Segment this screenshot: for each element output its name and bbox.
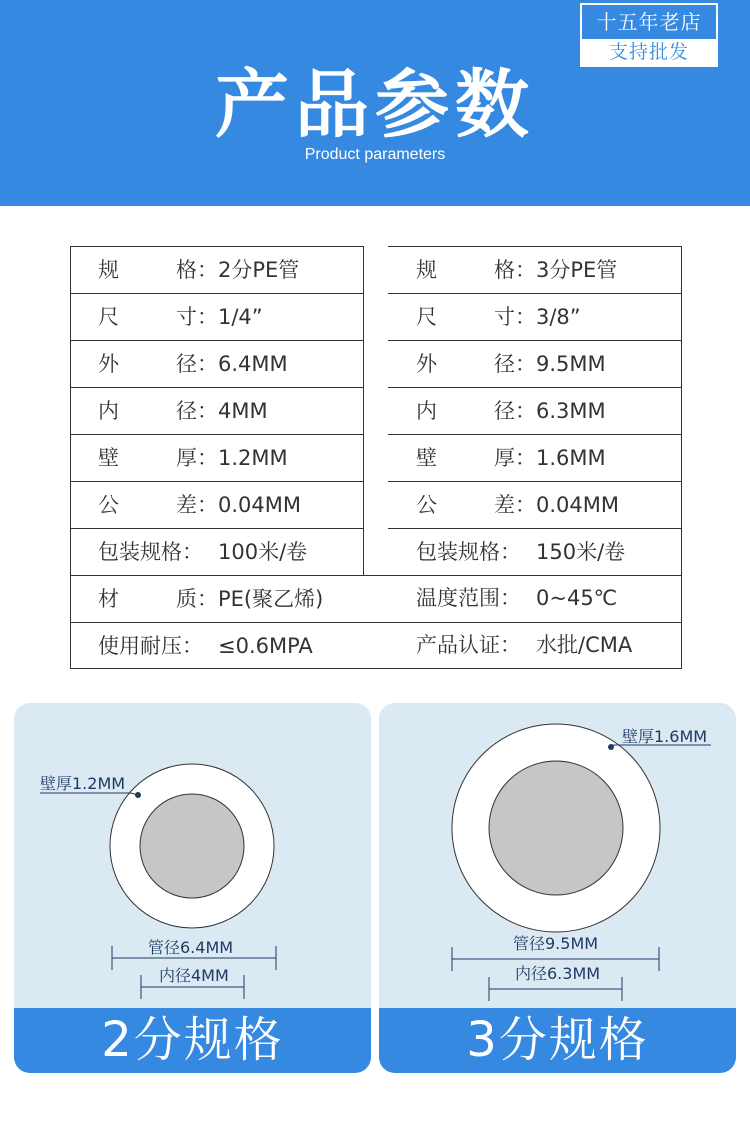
spec-label [98, 623, 203, 669]
page-title: 产品参数 [215, 62, 535, 148]
spec-value: 0.04MM [218, 493, 301, 517]
wall-thickness-label: 壁厚1.2MM [40, 774, 126, 793]
table-gap [364, 246, 389, 575]
spec-shared-left [70, 575, 388, 622]
spec-label-part: 厚： [176, 446, 218, 470]
spec-label [416, 247, 536, 293]
spec-label-part: 公 [98, 493, 119, 517]
spec-label-part: 包装规格： [416, 540, 521, 564]
spec-label [98, 247, 218, 293]
spec-label-part: 外 [416, 352, 437, 376]
spec-title-2fen: 2分规格 [14, 1008, 371, 1073]
spec-label-part: 格： [176, 258, 218, 282]
diagram-panel-2fen [14, 703, 371, 1073]
spec-label-part: 格： [494, 258, 536, 282]
spec-label-part: 包装规格： [98, 540, 203, 564]
spec-value: 3/8” [536, 305, 581, 329]
spec-label [98, 529, 203, 575]
diagram-panel-3fen [379, 703, 736, 1073]
spec-row-right [388, 481, 682, 528]
spec-label [98, 341, 218, 387]
wall-thickness-label: 壁厚1.6MM [622, 727, 708, 746]
pipe-diagram-3fen [379, 703, 736, 1008]
spec-row-left [70, 293, 364, 340]
wall-marker-dot [135, 792, 141, 798]
spec-value: 0~45℃ [536, 586, 618, 610]
spec-shared-left [70, 622, 388, 669]
spec-label-part: 径： [176, 399, 218, 423]
spec-value: 3分PE管 [536, 258, 618, 282]
spec-label-part: 公 [416, 493, 437, 517]
spec-row-left [70, 340, 364, 387]
spec-row-left [70, 246, 364, 293]
spec-value: 水批/CMA [536, 633, 633, 657]
spec-label-part: 尺 [416, 305, 437, 329]
spec-value: 4MM [218, 399, 268, 423]
spec-label [416, 529, 521, 575]
spec-row-left [70, 481, 364, 528]
spec-value: 2分PE管 [218, 258, 300, 282]
spec-label-part: 差： [176, 493, 218, 517]
spec-label-part: 厚： [494, 446, 536, 470]
inner-diameter-label: 内径6.3MM [515, 964, 601, 983]
spec-label-part: 内 [98, 399, 119, 423]
spec-row-left [70, 528, 364, 575]
badge-bottom-text: 支持批发 [582, 39, 716, 65]
spec-value: 1/4” [218, 305, 263, 329]
spec-label [98, 576, 218, 622]
spec-label-part: 规 [416, 258, 437, 282]
spec-label [98, 294, 218, 340]
spec-label-part: 壁 [98, 446, 119, 470]
spec-value: PE(聚乙烯) [218, 587, 324, 611]
inner-bore-circle [140, 794, 244, 898]
spec-value: 1.2MM [218, 446, 288, 470]
spec-label-part: 产品认证： [416, 633, 521, 657]
inner-diameter-label: 内径4MM [159, 966, 229, 985]
outer-diameter-label: 管径9.5MM [513, 934, 599, 953]
spec-value: 6.4MM [218, 352, 288, 376]
header-banner [0, 0, 750, 206]
spec-shared-right [388, 575, 682, 622]
spec-label-part: 寸： [176, 305, 218, 329]
spec-label-part: 径： [494, 399, 536, 423]
spec-label [416, 435, 536, 481]
spec-label-part: 温度范围： [416, 586, 521, 610]
spec-title-3fen: 3分规格 [379, 1008, 736, 1073]
spec-label [416, 575, 521, 621]
spec-label-part: 材 [98, 587, 119, 611]
spec-label [98, 482, 218, 528]
spec-row-right [388, 528, 682, 575]
wall-marker-dot [608, 744, 614, 750]
spec-row-right [388, 387, 682, 434]
spec-table [70, 246, 682, 669]
spec-value: 100米/卷 [218, 540, 308, 564]
spec-row-left [70, 387, 364, 434]
spec-label [416, 622, 521, 668]
spec-value: 0.04MM [536, 493, 619, 517]
spec-label [98, 388, 218, 434]
spec-row-right [388, 434, 682, 481]
spec-label-part: 差： [494, 493, 536, 517]
spec-row-right [388, 340, 682, 387]
spec-value: 9.5MM [536, 352, 606, 376]
spec-label-part: 壁 [416, 446, 437, 470]
inner-bore-circle [489, 761, 623, 895]
spec-label-part: 寸： [494, 305, 536, 329]
spec-label [98, 435, 218, 481]
spec-label-part: 外 [98, 352, 119, 376]
pipe-diagram-2fen [14, 703, 371, 1008]
spec-value: 1.6MM [536, 446, 606, 470]
spec-value: 150米/卷 [536, 540, 626, 564]
spec-row-left [70, 434, 364, 481]
spec-value: ≤0.6MPA [218, 634, 313, 658]
spec-label-part: 质： [176, 587, 218, 611]
page-subtitle: Product parameters [304, 146, 446, 163]
spec-label-part: 尺 [98, 305, 119, 329]
spec-value: 6.3MM [536, 399, 606, 423]
spec-label [416, 388, 536, 434]
spec-label [416, 341, 536, 387]
spec-shared-right [388, 622, 682, 669]
spec-label-part: 径： [494, 352, 536, 376]
spec-label-part: 径： [176, 352, 218, 376]
badge-top-text: 十五年老店 [596, 10, 702, 34]
outer-diameter-label: 管径6.4MM [148, 938, 234, 957]
spec-label-part: 使用耐压： [98, 634, 203, 658]
spec-label-part: 内 [416, 399, 437, 423]
spec-row-right [388, 293, 682, 340]
spec-label [416, 482, 536, 528]
spec-label-part: 规 [98, 258, 119, 282]
spec-label [416, 294, 536, 340]
spec-row-right [388, 246, 682, 293]
